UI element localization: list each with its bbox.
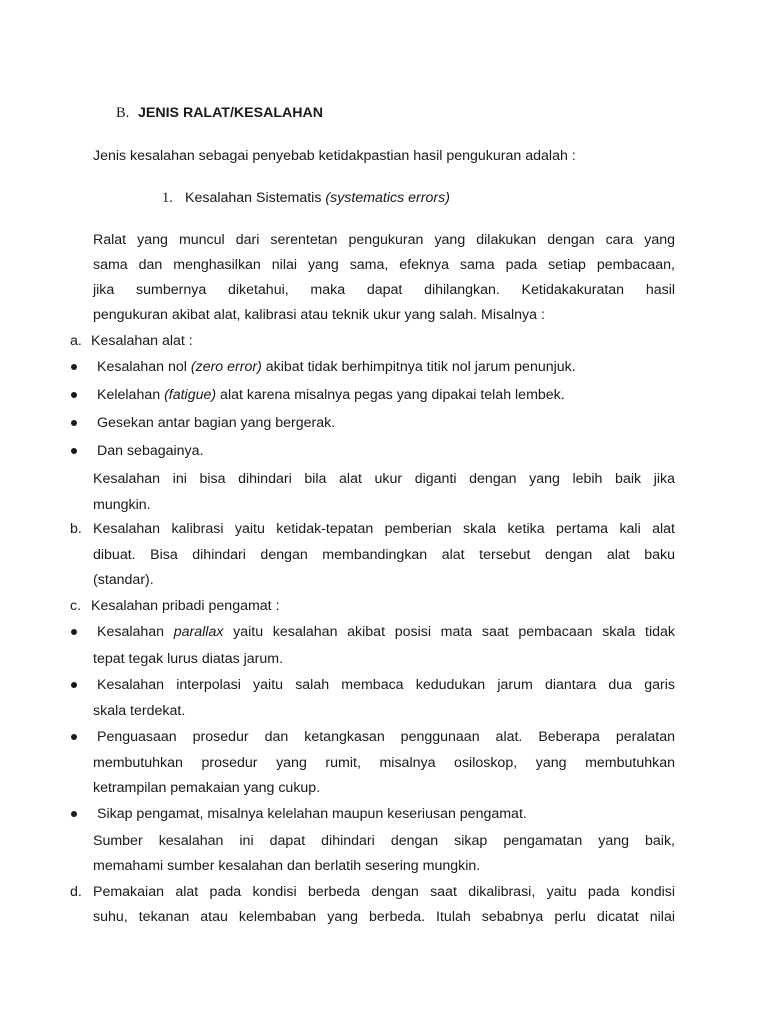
item-d-line: suhu, tekanan atau kelembaban yang berbeda. Itulah sebabnya perlu dicatat nilai	[93, 909, 675, 925]
bullet-icon	[71, 448, 77, 454]
bullet-icon	[71, 420, 77, 426]
list-marker-a: a.	[70, 333, 82, 349]
paragraph-line: pengukuran akibat alat, kalibrasi atau teknik ukur yang salah. Misalnya :	[93, 307, 545, 323]
bullet-icon	[71, 392, 77, 398]
list-item: Kesalahan parallax yaitu kesalahan akibat posisi mata saat pembacaan skala tidak	[97, 624, 675, 640]
list-marker-c: c.	[70, 598, 82, 614]
section-intro: Jenis kesalahan sebagai penyebab ketidakpastian hasil pengukuran adalah :	[93, 148, 576, 164]
item-a-note: mungkin.	[93, 497, 151, 513]
list-item-continuation: membutuhkan prosedur yang rumit, misalnya osiloskop, yang membutuhkan	[93, 755, 675, 771]
item-d-line: Pemakaian alat pada kondisi berbeda dengan saat dikalibrasi, yaitu pada kondisi	[93, 884, 675, 900]
bullet-icon	[71, 811, 77, 817]
bullet-icon	[71, 364, 77, 370]
item-b-line: (standar).	[93, 572, 154, 588]
section-marker: B.	[116, 105, 130, 121]
list-marker-b: b.	[70, 521, 82, 537]
paragraph-line: sama dan menghasilkan nilai yang sama, efeknya sama pada setiap pembacaan,	[93, 257, 675, 273]
item-c-note: memahami sumber kesalahan dan berlatih sesering mungkin.	[93, 858, 481, 874]
bullet-icon	[71, 629, 77, 635]
item-b-line: Kesalahan kalibrasi yaitu ketidak-tepatan pemberian skala ketika pertama kali alat	[93, 521, 675, 537]
bullet-icon	[71, 734, 77, 740]
section-title: JENIS RALAT/KESALAHAN	[138, 105, 323, 121]
list-item-continuation: skala terdekat.	[93, 703, 186, 719]
list-item: Kelelahan (fatigue) alat karena misalnya pegas yang dipakai telah lembek.	[97, 387, 565, 403]
item-a-label: Kesalahan alat :	[91, 333, 193, 349]
list-item: Kesalahan interpolasi yaitu salah membaca kedudukan jarum diantara dua garis	[97, 677, 675, 693]
list-item: Dan sebagainya.	[97, 443, 204, 459]
list-item-continuation: ketrampilan pemakaian yang cukup.	[93, 780, 321, 796]
subsection-number: 1.	[162, 190, 173, 206]
list-item: Penguasaan prosedur dan ketangkasan penggunaan alat. Beberapa peralatan	[97, 729, 675, 745]
item-b-line: dibuat. Bisa dihindari dengan membandingkan alat tersebut dengan alat baku	[93, 547, 675, 563]
list-item: Gesekan antar bagian yang bergerak.	[97, 415, 336, 431]
paragraph-line: Ralat yang muncul dari serentetan pengukuran yang dilakukan dengan cara yang	[93, 232, 675, 248]
list-item: Kesalahan nol (zero error) akibat tidak berhimpitnya titik nol jarum penunjuk.	[97, 359, 576, 375]
paragraph-line: jika sumbernya diketahui, maka dapat dihilangkan. Ketidakakuratan hasil	[93, 282, 675, 298]
subsection-title: Kesalahan Sistematis (systematics errors)	[185, 190, 450, 206]
list-marker-d: d.	[70, 884, 82, 900]
bullet-icon	[71, 682, 77, 688]
item-c-label: Kesalahan pribadi pengamat :	[91, 598, 280, 614]
list-item-continuation: tepat tegak lurus diatas jarum.	[93, 651, 284, 667]
item-a-note: Kesalahan ini bisa dihindari bila alat ukur diganti dengan yang lebih baik jika	[93, 471, 675, 487]
list-item: Sikap pengamat, misalnya kelelahan maupun keseriusan pengamat.	[97, 806, 527, 822]
item-c-note: Sumber kesalahan ini dapat dihindari dengan sikap pengamatan yang baik,	[93, 833, 675, 849]
